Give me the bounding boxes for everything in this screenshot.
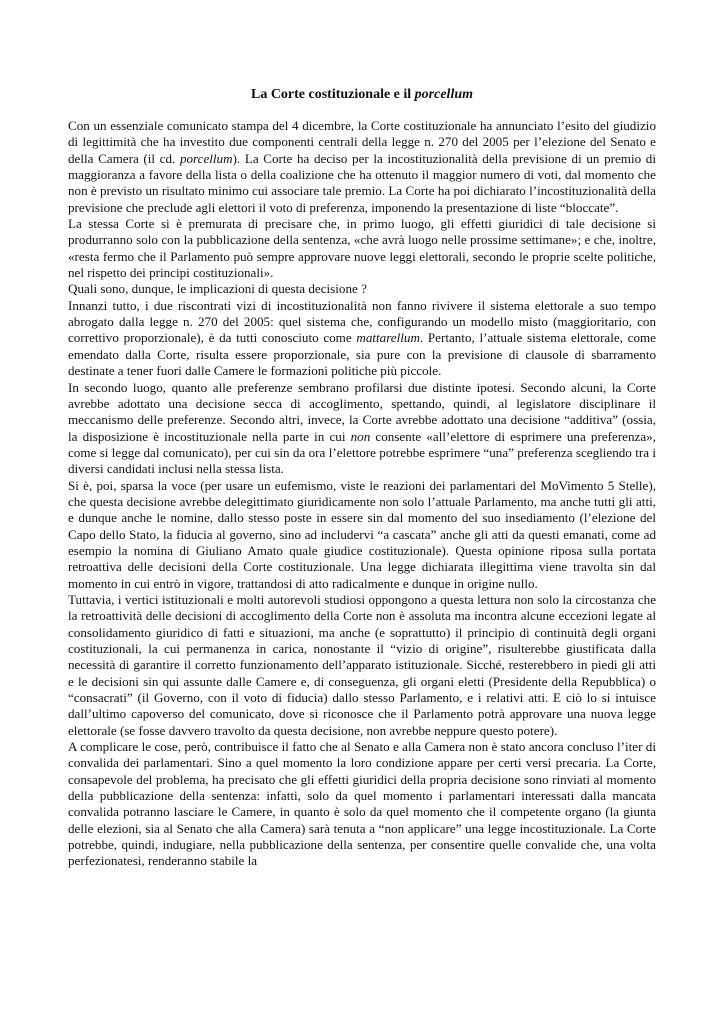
paragraph-text: In secondo luogo, quanto alle preferenze sembrano profilarsi due distinte ipotesi. Secondo alcuni, la Corte avrebbe adottato una decisione secca di accoglimento, spettando, quindi, al legislatore disciplinare il meccanismo delle preferenze. Secondo altri, invece, la Corte avrebbe adottato una decisione “additiva” (ossia, la disposizione è incostituzionale nella parte in cui <box>68 379 656 444</box>
paragraph-p1 <box>68 118 656 216</box>
paragraph-text: Si è, poi, sparsa la voce (per usare un eufemismo, viste le reazioni dei parlamentari del MoVimento 5 Stelle), che questa decisione avrebbe delegittimato giuridicamente non solo l’attuale Parlamento, ma anche tutti gli atti, e dunque anche le nomine, dallo stesso poste in essere sin dal momento del suo insediamento (l’elezione del Capo dello Stato, la fiducia al governo, sino ad includervi “a cascata” anche gli atti da questi emanati, come ad esempio la nomina di Giuliano Amato quale giudice costituzionale). Questa opinione riposa sulla portata retroattiva delle decisioni della Corte costituzionale. Una legge dichiarata illegittima viene travolta sin dal momento in cui entrò in vigore, trattandosi di atto radicalmente e dunque in origine nullo. <box>68 477 656 591</box>
paragraph-text: Innanzi tutto, i due riscontrati vizi di incostituzionalità non fanno rivivere il sistema elettorale a suo tempo abrogato dalla legge n. 270 del 2005: quel sistema che, configurando un modello misto (maggioritario, con correttivo proporzionale), è da tutti conosciuto come <box>68 297 656 346</box>
paragraph-p3 <box>68 281 656 297</box>
paragraph-p7 <box>68 592 656 739</box>
paragraph-p5 <box>68 380 656 478</box>
paragraph-text: ). La Corte ha deciso per la incostituzionalità della previsione di un premio di maggioranza a favore della lista o della coalizione che ha ottenuto il maggior numero di voti, dal momento che non è previsto un risultato minimo cui associare tale premio. La Corte ha poi dichiarato l’incostituzionalità della previsione che preclude agli elettori il voto di preferenza, imponendo la presentazione di liste “bloccate”. <box>68 150 656 215</box>
paragraph-text: consente «all’elettore di esprimere una preferenza», come si legge dal comunicato), per cui sin da ora l’elettore potrebbe esprimere “una” preferenza scegliendo tra i diversi candidati inclusi nella stessa lista. <box>68 428 656 477</box>
paragraph-p8 <box>68 739 656 870</box>
title-italic: porcellum <box>414 87 474 102</box>
paragraph-p2 <box>68 216 656 281</box>
italic-term: non <box>350 428 371 444</box>
paragraph-text: Con un essenziale comunicato stampa del 4 dicembre, la Corte costituzionale ha annunciato l’esito del giudizio di legittimità che ha investito due componenti centrali della legge n. 270 del 2005 per l’elezione del Senato e della Camera (il cd. <box>68 118 656 166</box>
paragraph-text: La stessa Corte si è premurata di precisare che, in primo luogo, gli effetti giuridici di tale decisione si produrranno solo con la pubblicazione della sentenza, «che avrà luogo nelle prossime settimane»; e che, inoltre, «resta fermo che il Parlamento può sempre approvare nuove leggi elettorali, secondo le proprie scelte politiche, nel rispetto dei principi costituzionali». <box>68 216 656 281</box>
paragraph-p4 <box>68 298 656 380</box>
title-main: La Corte costituzionale e il <box>250 87 415 102</box>
paragraph-text: . Pertanto, l’attuale sistema elettorale, come emendato dalla Corte, risulta essere proporzionale, sia pure con la previsione di clausole di sbarramento destinate a tener fuori dalle Camere le formazioni politiche più piccole. <box>68 330 656 379</box>
italic-term: porcellum <box>179 150 233 166</box>
paragraph-text: Quali sono, dunque, le implicazioni di questa decisione ? <box>68 281 367 297</box>
paragraph-text: Tuttavia, i vertici istituzionali e molti autorevoli studiosi oppongono a questa lettura non solo la circostanza che la retroattività delle decisioni di accoglimento della Corte non è assoluta ma incontra alcune eccezioni legate al consolidamento giuridico di fatti e situazioni, ma anche (e soprattutto) il principio di continuità degli organi costituzionali, la cui permanenza in carica, nonostante il “vizio di origine”, risulterebbe giustificata dalla necessità di garantire il corretto funzionamento dell’apparato istituzionale. Sicché, resterebbero in piedi gli atti e le decisioni sin qui assunte dalle Camere e, di conseguenza, gli organi eletti (Presidente della Repubblica) o “consacrati” (il Governo, con il voto di fiducia) dallo stesso Parlamento, e i relativi atti. E ciò lo si intuisce dall’ultimo capoverso del comunicato, dove si riconosce che il Parlamento potrà approvare una nuova legge elettorale (se fosse davvero travolto da questa decisione, non avrebbe neppure questo potere). <box>68 591 656 738</box>
italic-term: mattarellum <box>356 330 420 346</box>
document-body <box>68 118 656 870</box>
document-title <box>0 86 724 104</box>
paragraph-p6 <box>68 478 656 592</box>
paragraph-text: A complicare le cose, però, contribuisce il fatto che al Senato e alla Camera non è stato ancora concluso l’iter di convalida dei parlamentari. Sino a quel momento la loro condizione appare per certi versi precaria. La Corte, consapevole del problema, ha precisato che gli effetti giuridici della propria decisione sono rinviati al momento della pubblicazione della sentenza: infatti, solo da quel momento i parlamentari interessati dalla mancata convalida potranno lasciare le Camere, in quanto è solo da quel momento che il competente organo (la giunta delle elezioni, sia al Senato che alla Camera) sarà tenuta a “non applicare” una legge incostituzionale. La Corte potrebbe, quindi, indugiare, nella pubblicazione della sentenza, per consentire quelle convalide che, una volta perfezionatesi, renderanno stabile la <box>68 739 656 869</box>
